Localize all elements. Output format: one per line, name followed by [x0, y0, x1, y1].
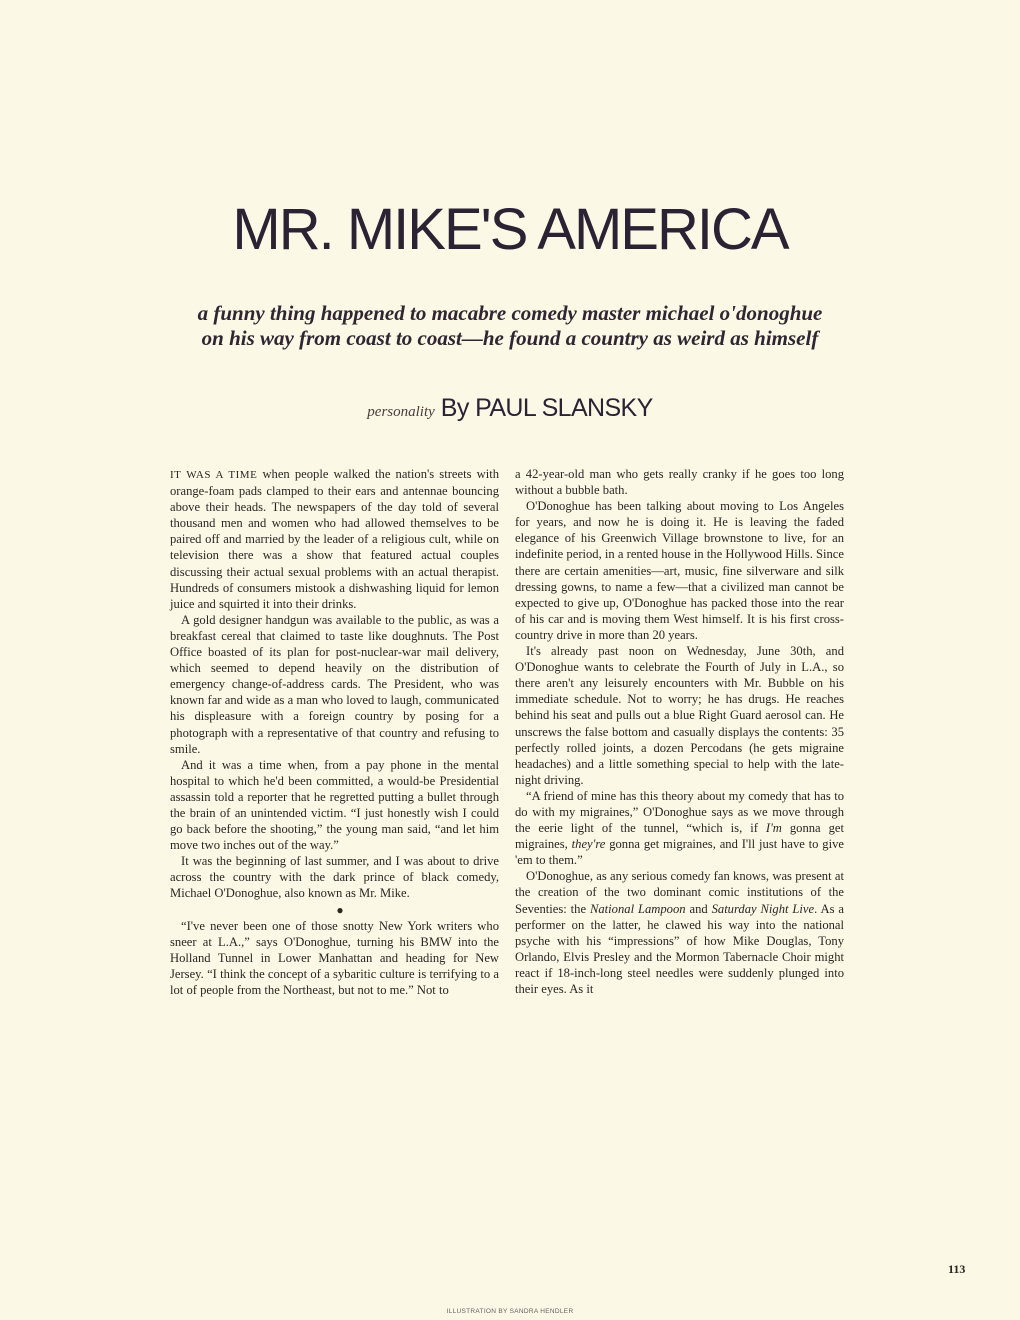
deck-line-1: a funny thing happened to macabre comedy master michael o'donoghue — [197, 301, 823, 325]
paragraph: “I've never been one of those snotty New York writers who sneer at L.A.,” says O'Donoghue, turning his BMW into the Holland Tunnel in Lower Manhattan and heading for New Jersey. “I think the concept of a sybaritic culture is terrifying to a lot of people from the Northeast, but not to me.” Not to — [170, 918, 499, 997]
paragraph: a 42-year-old man who gets really cranky if he goes too long without a bubble bath. — [515, 467, 844, 498]
lead-in: IT WAS A TIME — [170, 469, 258, 481]
deck-line-2: on his way from coast to coast—he found a country as weird as himself — [201, 326, 819, 350]
page-number: 113 — [948, 1262, 966, 1276]
paragraph-text: “A friend of mine has this theory about my comedy that has to do with my migraines,” O'Donoghue says as we move through the eerie light of the tunnel, “which is, if — [515, 788, 844, 836]
right-column — [515, 466, 844, 997]
section-break-bullet: ● — [336, 902, 344, 917]
publication-title: National Lampoon — [589, 901, 686, 916]
article-deck — [0, 301, 1020, 351]
paragraph — [515, 788, 844, 868]
author-byline: By PAUL SLANSKY — [440, 394, 653, 422]
paragraph: It's already past noon on Wednesday, June 30th, and O'Donoghue wants to celebrate the Fourth of July in L.A., so there aren't any leisurely encounters with Mr. Bubble on his immediate schedule. Not to worry; he has drugs. He reaches behind his seat and pulls out a blue Right Guard aerosol can. He unscrews the false bottom and casually displays the contents: 35 perfectly rolled joints, a dozen Percodans (he gets migraine headaches) and a little something special to help with the late-night driving. — [515, 644, 844, 787]
paragraph-text: when people walked the nation's streets with orange-foam pads clamped to their ears and antennae bouncing above their heads. The newspapers of the day told of several thousand men and women who had allowed themselves to be paired off and married by the leader of a religious cult, while on television there was a show that featured actual couples discussing their actual sexual problems with an actual therapist. Hundreds of consumers mistook a dishwashing liquid for lemon juice and squirted it into their drinks. — [170, 467, 499, 611]
paragraph — [170, 466, 499, 612]
paragraph-text: O'Donoghue, as any serious comedy fan knows, was present at the creation of the two dominant comic institutions of the Seventies: the — [515, 869, 844, 916]
paragraph: It was the beginning of last summer, and I was about to drive across the country with the dark prince of black comedy, Michael O'Donoghue, also known as Mr. Mike. — [170, 854, 499, 901]
paragraph-text: . As a performer on the latter, he clawed his way into the national psyche with his “impressions” of how Mike Douglas, Tony Orlando, Elvis Presley and the Mormon Tabernacle Choir might react if 18-inch-long steel needles were suddenly plunged into their eyes. As it — [515, 901, 844, 996]
paragraph-text: gonna get migraines, and I'll just have to give 'em to them.” — [515, 837, 844, 868]
section-label: personality — [367, 404, 435, 420]
paragraph-text: gonna get migraines, — [515, 821, 844, 852]
byline — [0, 394, 1020, 423]
emphasis: I'm — [765, 821, 782, 836]
paragraph-text: and — [685, 901, 712, 916]
publication-title: Saturday Night Live — [711, 901, 815, 916]
left-column — [170, 466, 499, 998]
paragraph: O'Donoghue has been talking about moving to Los Angeles for years, and now he is doing it. He is leaving the faded elegance of his Greenwich Village brownstone to live, for an indefinite period, in a rented house in the Hollywood Hills. Since there are certain amenities—art, music, fine silverware and silk dressing gowns, to name a few—that a civilized man cannot be expected to give up, O'Donoghue has packed those into the rear of his car and is moving them West himself. It is his first cross-country drive in more than 20 years. — [515, 499, 844, 642]
paragraph: A gold designer handgun was available to the public, as was a breakfast cereal that claimed to taste like doughnuts. The Post Office boasted of its plan for post-nuclear-war mail delivery, which seemed to depend heavily on the distribution of emergency change-of-address cards. The President, who was known far and wide as a man who loved to laugh, communicated his displeasure with a foreign country by posing for a photograph with a representative of that country and refusing to smile. — [170, 612, 499, 756]
illustration-credit: ILLUSTRATION BY SANDRA HENDLER — [446, 1308, 574, 1315]
emphasis: they're — [571, 837, 606, 852]
article-title: MR. MIKE'S AMERICA — [232, 197, 788, 262]
paragraph: And it was a time when, from a pay phone in the mental hospital to which he'd been committed, a would-be Presidential assassin told a reporter that he regretted putting a bullet through the brain of an unintended victim. “I just honestly wish I could go back before the shooting,” the young man said, “and let him move two inches out of the way.” — [170, 757, 499, 853]
paragraph — [515, 868, 844, 997]
